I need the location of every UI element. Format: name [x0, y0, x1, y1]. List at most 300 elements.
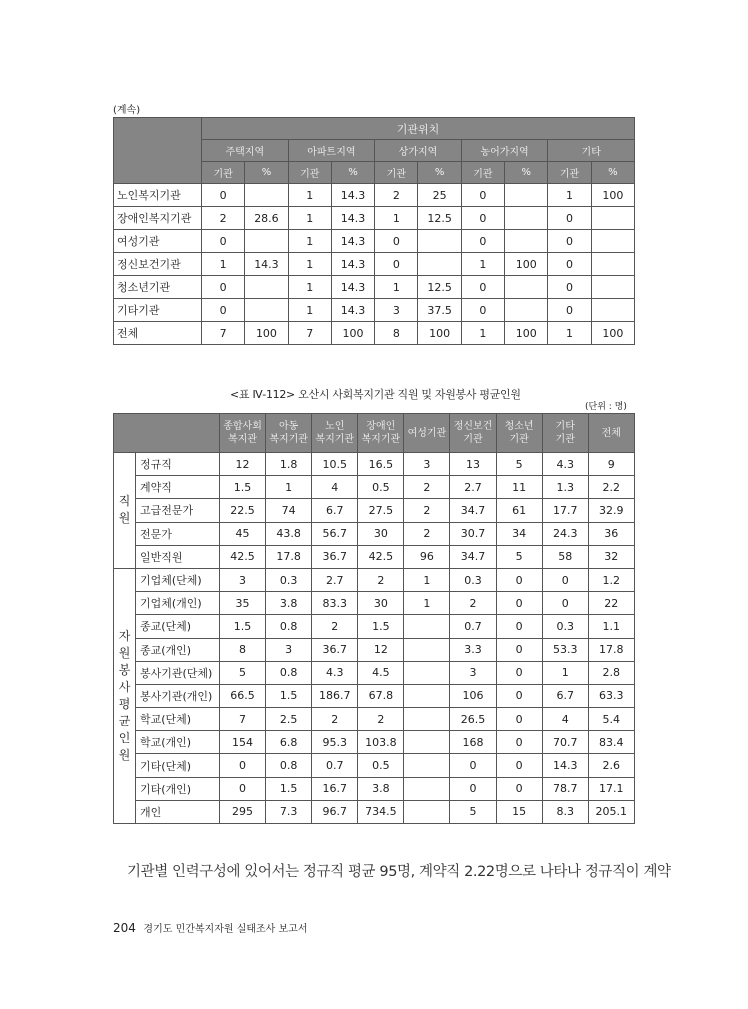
table-cell: 12: [220, 453, 266, 476]
table-cell: [245, 276, 288, 299]
table-cell: 2: [358, 708, 404, 731]
table-row: [114, 253, 635, 276]
table-cell: 42.5: [358, 545, 404, 568]
table-cell: 2: [375, 184, 418, 207]
facility-location-table: [113, 117, 635, 345]
column-header-line: 정신보건: [453, 421, 493, 432]
table-cell: 6.7: [542, 684, 588, 707]
table-cell: 0: [496, 661, 542, 684]
header-sub: %: [245, 162, 288, 184]
corner-cell: [114, 414, 220, 453]
table-cell: 0: [548, 207, 591, 230]
table-cell: 45: [220, 522, 266, 545]
header-region: 상가지역: [375, 140, 462, 162]
column-header: [358, 414, 404, 453]
table-cell: [404, 661, 450, 684]
table-cell: 0.8: [266, 754, 312, 777]
table-row: [114, 568, 635, 591]
column-header-line: 복지기관: [269, 434, 308, 445]
table-row: [114, 708, 635, 731]
table-cell: 83.4: [588, 731, 634, 754]
table-cell: [591, 230, 634, 253]
table-cell: 0: [496, 731, 542, 754]
header-sub: %: [418, 162, 461, 184]
staff-volunteer-table: [113, 413, 635, 824]
table-row: [114, 499, 635, 522]
table-cell: 22.5: [220, 499, 266, 522]
table-cell: 17.7: [542, 499, 588, 522]
table-cell: [404, 731, 450, 754]
table-cell: 3: [450, 661, 496, 684]
table-cell: 14.3: [331, 253, 374, 276]
body-paragraph: 기관별 인력구성에 있어서는 정규직 평균 95명, 계약직 2.22명으로 나타나 정규직이 계약: [127, 864, 671, 880]
column-header-line: 전체: [601, 427, 621, 439]
table-cell: [404, 754, 450, 777]
table-cell: [505, 184, 548, 207]
table-row: [114, 638, 635, 661]
table-cell: 1: [202, 253, 245, 276]
table-cell: 0: [461, 184, 504, 207]
header-sub: 기관: [548, 162, 591, 184]
table-row: [114, 230, 635, 253]
table-cell: 42.5: [220, 545, 266, 568]
table-cell: 15: [496, 800, 542, 823]
row-label: 전체: [114, 322, 202, 345]
table-cell: 24.3: [542, 522, 588, 545]
table-cell: 13: [450, 453, 496, 476]
table-cell: 168: [450, 731, 496, 754]
table-cell: 5: [450, 800, 496, 823]
column-header-line: 아동: [278, 421, 299, 432]
row-label: 봉사기관(개인): [136, 684, 220, 707]
table-cell: [404, 800, 450, 823]
row-label: 개인: [136, 800, 220, 823]
header-sub: 기관: [288, 162, 331, 184]
table-cell: 4: [312, 476, 358, 499]
table-cell: 0: [375, 230, 418, 253]
table-cell: 3.3: [450, 638, 496, 661]
table-cell: 0: [496, 638, 542, 661]
table-cell: 70.7: [542, 731, 588, 754]
table-cell: 2.7: [312, 568, 358, 591]
table-cell: 14.3: [331, 276, 374, 299]
table-cell: 58: [542, 545, 588, 568]
header-sub: %: [505, 162, 548, 184]
column-header: [404, 414, 450, 453]
table-cell: [245, 230, 288, 253]
table-cell: 3: [404, 453, 450, 476]
header-sub: 기관: [375, 162, 418, 184]
table-cell: 5: [220, 661, 266, 684]
table-cell: 8.3: [542, 800, 588, 823]
table-cell: [418, 253, 461, 276]
table-cell: 5.4: [588, 708, 634, 731]
column-header-line: 복지관: [228, 434, 258, 445]
header-sub: %: [591, 162, 634, 184]
column-header-line: 복지기관: [361, 434, 401, 445]
table-cell: 100: [331, 322, 374, 345]
row-label: 기타기관: [114, 299, 202, 322]
table-row: [114, 276, 635, 299]
table-cell: 2: [312, 708, 358, 731]
table-cell: 9: [588, 453, 634, 476]
table-cell: [404, 684, 450, 707]
table-cell: 36.7: [312, 545, 358, 568]
table-cell: 0: [496, 708, 542, 731]
column-header: [266, 414, 312, 453]
table-cell: 1: [548, 184, 591, 207]
table-cell: 32.9: [588, 499, 634, 522]
table-cell: 36.7: [312, 638, 358, 661]
table-cell: 1: [404, 592, 450, 615]
table-cell: 4.5: [358, 661, 404, 684]
table-cell: 0: [496, 615, 542, 638]
table-cell: 1: [288, 207, 331, 230]
table-row: [114, 453, 635, 476]
table-cell: 0: [496, 568, 542, 591]
table-cell: 1.5: [266, 777, 312, 800]
table-cell: 74: [266, 499, 312, 522]
table-cell: 2.2: [588, 476, 634, 499]
table-cell: 0: [450, 754, 496, 777]
table-cell: 0: [496, 754, 542, 777]
table-cell: 12: [358, 638, 404, 661]
group-label: 자원봉사평균인원: [114, 568, 136, 823]
table-cell: 1: [288, 184, 331, 207]
table-cell: 0: [450, 777, 496, 800]
table-cell: 56.7: [312, 522, 358, 545]
table-cell: 1: [266, 476, 312, 499]
table-cell: 1: [542, 661, 588, 684]
table-cell: 100: [418, 322, 461, 345]
table-cell: 34: [496, 522, 542, 545]
table-cell: 3: [266, 638, 312, 661]
table-cell: 4.3: [312, 661, 358, 684]
column-header: [450, 414, 496, 453]
table-cell: 3: [375, 299, 418, 322]
table-cell: 2.8: [588, 661, 634, 684]
table-cell: 6.8: [266, 731, 312, 754]
table-cell: 2: [312, 615, 358, 638]
table-cell: 1.1: [588, 615, 634, 638]
header-sub: 기관: [461, 162, 504, 184]
table-cell: 295: [220, 800, 266, 823]
table-cell: [591, 276, 634, 299]
table-cell: 17.1: [588, 777, 634, 800]
table-cell: 25: [418, 184, 461, 207]
table-cell: [404, 777, 450, 800]
table-cell: 7.3: [266, 800, 312, 823]
table-cell: 154: [220, 731, 266, 754]
column-header-line: 장애인: [366, 421, 396, 432]
table-cell: 100: [245, 322, 288, 345]
table-cell: 26.5: [450, 708, 496, 731]
row-label: 정규직: [136, 453, 220, 476]
table-cell: 0: [375, 253, 418, 276]
table-cell: 14.3: [331, 299, 374, 322]
table-cell: [505, 230, 548, 253]
table-cell: 4: [542, 708, 588, 731]
table-cell: 0.3: [266, 568, 312, 591]
table-cell: 1: [548, 322, 591, 345]
table-cell: 7: [202, 322, 245, 345]
table-row: [114, 684, 635, 707]
column-header: [312, 414, 358, 453]
table-row: [114, 184, 635, 207]
table-cell: [505, 276, 548, 299]
table-cell: 2.6: [588, 754, 634, 777]
table-cell: 27.5: [358, 499, 404, 522]
table-cell: 96.7: [312, 800, 358, 823]
table-row: [114, 800, 635, 823]
row-label: 기타(단체): [136, 754, 220, 777]
table-cell: 2: [404, 476, 450, 499]
table-cell: 2.7: [450, 476, 496, 499]
table-cell: 2: [450, 592, 496, 615]
header-location: 기관위치: [202, 118, 635, 140]
table-cell: [591, 253, 634, 276]
page-footer: [113, 920, 308, 935]
header-sub: 기관: [202, 162, 245, 184]
table-cell: 14.3: [331, 184, 374, 207]
table-caption: <표 Ⅳ-112> 오산시 사회복지기관 직원 및 자원봉사 평균인원: [230, 388, 521, 401]
table-cell: 30: [358, 522, 404, 545]
table-cell: 8: [220, 638, 266, 661]
table-cell: 0.8: [266, 661, 312, 684]
table-cell: [505, 299, 548, 322]
table-cell: [245, 184, 288, 207]
table-cell: 14.3: [542, 754, 588, 777]
table-cell: 1: [404, 568, 450, 591]
table-cell: 14.3: [331, 207, 374, 230]
table-cell: 12.5: [418, 207, 461, 230]
table-cell: 1.5: [266, 684, 312, 707]
table-cell: 0: [496, 592, 542, 615]
table-cell: 0: [548, 299, 591, 322]
table-cell: 1.3: [542, 476, 588, 499]
row-label: 봉사기관(단체): [136, 661, 220, 684]
table-cell: [591, 299, 634, 322]
row-label: 청소년기관: [114, 276, 202, 299]
column-header-line: 기타: [555, 421, 575, 432]
table-row: [114, 545, 635, 568]
table-cell: 34.7: [450, 499, 496, 522]
table-cell: 1: [461, 322, 504, 345]
table-cell: [505, 207, 548, 230]
row-label: 고급전문가: [136, 499, 220, 522]
column-header-line: 복지기관: [315, 434, 355, 445]
table-cell: 34.7: [450, 545, 496, 568]
table-cell: 22: [588, 592, 634, 615]
table-cell: 17.8: [588, 638, 634, 661]
column-header-line: 종합사회: [223, 421, 262, 432]
table-cell: 0: [542, 592, 588, 615]
table-cell: 2.5: [266, 708, 312, 731]
table-cell: 96: [404, 545, 450, 568]
corner-cell: [114, 118, 202, 184]
table-cell: 0.7: [450, 615, 496, 638]
table-cell: 11: [496, 476, 542, 499]
table-cell: 3.8: [266, 592, 312, 615]
table-cell: 3.8: [358, 777, 404, 800]
table-cell: 0.3: [542, 615, 588, 638]
row-label: 노인복지기관: [114, 184, 202, 207]
row-label: 기업체(단체): [136, 568, 220, 591]
table-cell: 2: [404, 499, 450, 522]
table-cell: 5: [496, 545, 542, 568]
table-row: [114, 299, 635, 322]
table-row: [114, 754, 635, 777]
page-number: 204: [113, 921, 136, 935]
column-header: [220, 414, 266, 453]
table-cell: 0.5: [358, 754, 404, 777]
table-cell: [404, 638, 450, 661]
unit-label: (단위 : 명): [585, 402, 627, 412]
table-cell: 205.1: [588, 800, 634, 823]
table-cell: 7: [220, 708, 266, 731]
table-cell: 1: [288, 299, 331, 322]
table-cell: 0: [548, 253, 591, 276]
table-cell: 0: [461, 230, 504, 253]
table-cell: 0: [202, 299, 245, 322]
row-label: 학교(개인): [136, 731, 220, 754]
table-cell: 32: [588, 545, 634, 568]
table-cell: 17.8: [266, 545, 312, 568]
table-cell: 30: [358, 592, 404, 615]
table-cell: 83.3: [312, 592, 358, 615]
table-cell: 100: [591, 184, 634, 207]
table-cell: 0: [496, 777, 542, 800]
table-row: [114, 476, 635, 499]
table-cell: 63.3: [588, 684, 634, 707]
table-cell: 1: [288, 276, 331, 299]
table-cell: 3: [220, 568, 266, 591]
table-cell: 30.7: [450, 522, 496, 545]
table-cell: 0: [202, 230, 245, 253]
table-cell: 1: [288, 230, 331, 253]
table-cell: 0.3: [450, 568, 496, 591]
table-cell: 0: [202, 184, 245, 207]
table-cell: 14.3: [331, 230, 374, 253]
table-cell: 0: [202, 276, 245, 299]
row-label: 기타(개인): [136, 777, 220, 800]
table-cell: [404, 708, 450, 731]
column-header-line: 청소년: [504, 421, 534, 432]
header-sub: %: [331, 162, 374, 184]
table-cell: 0.8: [266, 615, 312, 638]
table-row: [114, 661, 635, 684]
table-cell: 0: [220, 754, 266, 777]
row-label: 학교(단체): [136, 708, 220, 731]
table-row: [114, 777, 635, 800]
table-cell: 12.5: [418, 276, 461, 299]
row-label: 기업체(개인): [136, 592, 220, 615]
column-header-line: 기관: [509, 434, 529, 445]
table-cell: 1: [375, 207, 418, 230]
row-label: 정신보건기관: [114, 253, 202, 276]
table-cell: 10.5: [312, 453, 358, 476]
table-row: [114, 592, 635, 615]
table-cell: 0: [496, 684, 542, 707]
table-cell: 37.5: [418, 299, 461, 322]
table-cell: 1.5: [220, 476, 266, 499]
table-cell: 28.6: [245, 207, 288, 230]
table-cell: 1: [375, 276, 418, 299]
table-cell: 14.3: [245, 253, 288, 276]
header-region: 주택지역: [202, 140, 289, 162]
table-cell: 1.8: [266, 453, 312, 476]
table-cell: 2: [358, 568, 404, 591]
table-cell: [245, 299, 288, 322]
table-cell: 1.5: [220, 615, 266, 638]
table-cell: 186.7: [312, 684, 358, 707]
table-cell: 1: [461, 253, 504, 276]
table-cell: 7: [288, 322, 331, 345]
row-label: 종교(단체): [136, 615, 220, 638]
column-header: [588, 414, 634, 453]
column-header: [542, 414, 588, 453]
table-cell: 0: [461, 299, 504, 322]
table-row: [114, 207, 635, 230]
table-cell: 2: [404, 522, 450, 545]
group-label: 직원: [114, 453, 136, 569]
row-label: 장애인복지기관: [114, 207, 202, 230]
continued-label: (계속): [113, 105, 141, 116]
table-cell: [418, 230, 461, 253]
header-region: 농어가지역: [461, 140, 548, 162]
table-cell: 1.2: [588, 568, 634, 591]
column-header-line: 기관: [555, 434, 575, 445]
table-cell: 35: [220, 592, 266, 615]
table-cell: 1: [288, 253, 331, 276]
row-label: 일반직원: [136, 545, 220, 568]
table-cell: 5: [496, 453, 542, 476]
table-cell: 6.7: [312, 499, 358, 522]
table-cell: 103.8: [358, 731, 404, 754]
column-header-line: 여성기관: [407, 427, 447, 439]
column-header: [496, 414, 542, 453]
table-cell: 0: [461, 207, 504, 230]
table-row: [114, 522, 635, 545]
table-cell: 0: [548, 276, 591, 299]
table-cell: 66.5: [220, 684, 266, 707]
table-cell: 67.8: [358, 684, 404, 707]
table-cell: 8: [375, 322, 418, 345]
table-cell: 1.5: [358, 615, 404, 638]
table-cell: 53.3: [542, 638, 588, 661]
table-cell: 100: [505, 253, 548, 276]
table-cell: 0: [220, 777, 266, 800]
table-cell: 0.7: [312, 754, 358, 777]
row-label: 계약직: [136, 476, 220, 499]
table-cell: [404, 615, 450, 638]
column-header-line: 기관: [463, 434, 483, 445]
footer-title: 경기도 민간복지자원 실태조사 보고서: [143, 924, 308, 935]
header-region: 기타: [548, 140, 635, 162]
table-cell: [591, 207, 634, 230]
table-row: [114, 615, 635, 638]
header-region: 아파트지역: [288, 140, 375, 162]
row-label: 여성기관: [114, 230, 202, 253]
table-cell: 61: [496, 499, 542, 522]
table-cell: 0: [461, 276, 504, 299]
column-header-line: 노인: [325, 421, 345, 432]
table-cell: 16.5: [358, 453, 404, 476]
table-cell: 78.7: [542, 777, 588, 800]
table-cell: 0.5: [358, 476, 404, 499]
table-cell: 0: [548, 230, 591, 253]
table-row: [114, 322, 635, 345]
